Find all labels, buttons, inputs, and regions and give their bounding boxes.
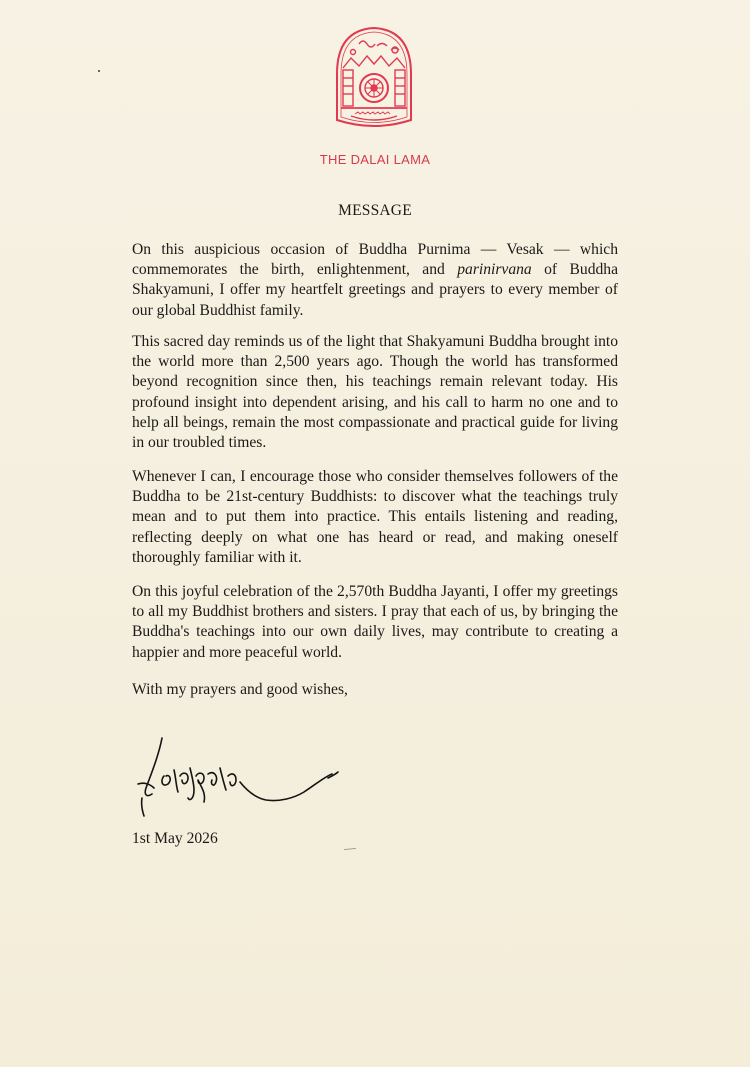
paragraph-greeting-text: On this auspicious occasion of Buddha Purnima — Vesak — which commemorates the birth, enlightenment, and xyxy=(132,241,618,279)
italic-term: parinirvana xyxy=(457,261,532,279)
letter-date: 1st May 2026 xyxy=(132,830,218,847)
closing-line: With my prayers and good wishes, xyxy=(132,681,348,698)
paragraph-greeting xyxy=(132,240,618,321)
paper-speck xyxy=(98,70,100,72)
paper-mark xyxy=(344,848,356,850)
dalai-lama-seal-emblem xyxy=(329,24,419,134)
paragraph-encouragement: Whenever I can, I encourage those who consider themselves followers of the Buddha to be 21st-century Buddhists: to discover what the teachings truly mean and to put them into practice. This entails listening and reading, reflecting deeply on what one has heard or read, and making oneself thoroughly familiar with it. xyxy=(132,468,618,566)
handwritten-signature xyxy=(132,732,362,817)
letterhead-name: THE DALAI LAMA xyxy=(319,152,431,167)
paragraph-celebration: On this joyful celebration of the 2,570th Buddha Jayanti, I offer my greetings to all my Buddhist brothers and sisters. I pray that each of us, by bringing the Buddha's teachings into our own daily lives, may contribute to creating a happier and more peaceful world. xyxy=(132,583,618,661)
paragraph-greeting-text-end: of Buddha Shakyamuni, I offer my heartfelt greetings and prayers to every member of our global Buddhist family. xyxy=(132,261,619,319)
paragraph-sacred-day: This sacred day reminds us of the light that Shakyamuni Buddha brought into the world more than 2,500 years ago. Though the world has transformed beyond recognition since then, his teachings remain relevant today. His profound insight into dependent arising, and his call to harm no one and to help all beings, remain the most compassionate and practical guide for living in our troubled times. xyxy=(132,333,618,452)
document-title: MESSAGE xyxy=(338,202,412,219)
